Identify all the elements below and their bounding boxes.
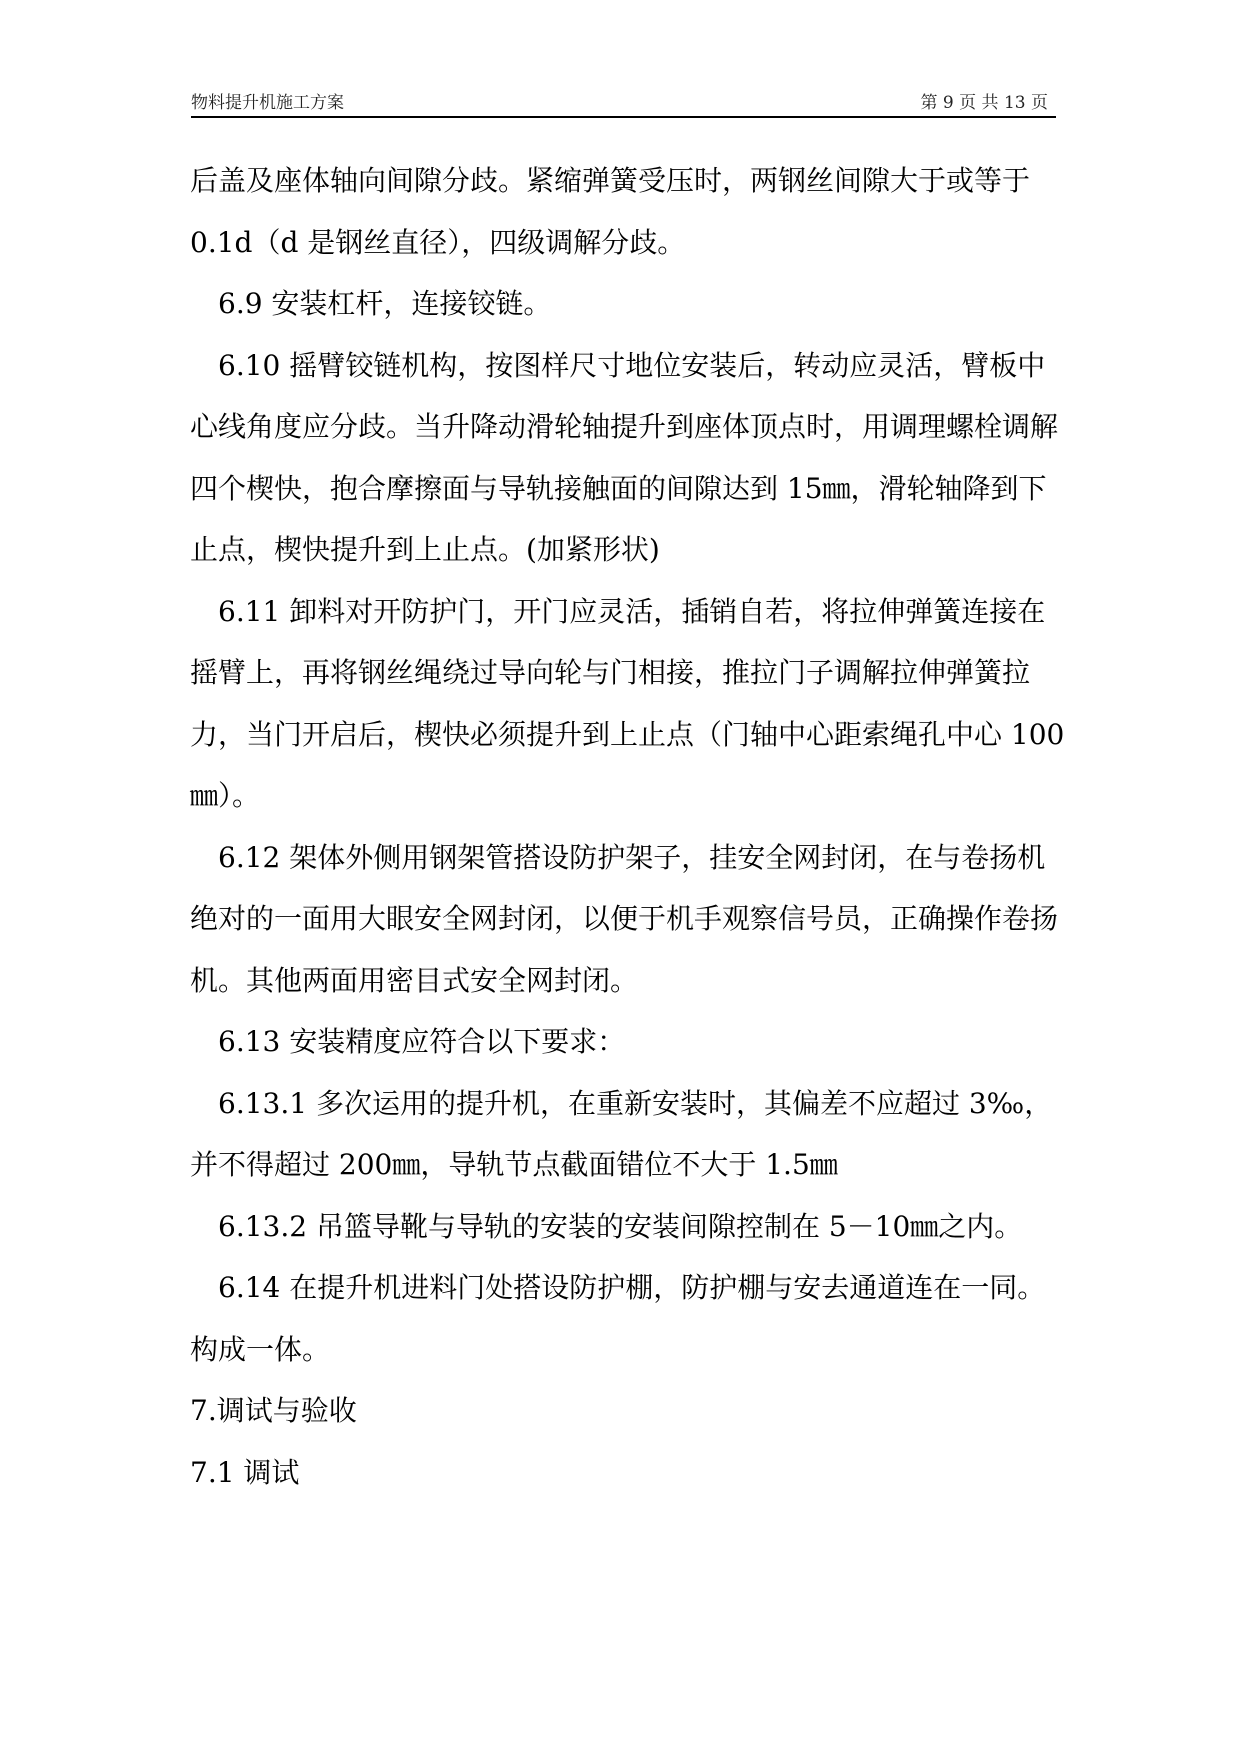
paragraph-6-14: 6.14 在提升机进料门处搭设防护棚，防护棚与安去通道连在一同。构成一体。 xyxy=(190,1271,1046,1366)
paragraph-6-13: 6.13 安装精度应符合以下要求： xyxy=(218,1025,626,1058)
paragraph-continuation: 后盖及座体轴向间隙分歧。紧缩弹簧受压时，两钢丝间隙大于或等于 0.1d（d 是钢丝直径），四级调解分歧。 xyxy=(190,164,1031,259)
page-header xyxy=(191,88,1056,118)
section-heading-7: 7.调试与验收 xyxy=(190,1394,357,1427)
page-number: 第 9 页 共 13 页 xyxy=(920,93,1048,113)
document-body xyxy=(190,150,1068,1503)
paragraph-6-9: 6.9 安装杠杆，连接铰链。 xyxy=(218,287,552,320)
document-title: 物料提升机施工方案 xyxy=(191,93,344,113)
paragraph-6-10: 6.10 摇臂铰链机构，按图样尺寸地位安装后，转动应灵活，臂板中心线角度应分歧。当升降动滑轮轴提升到座体顶点时，用调理螺栓调解四个楔快，抱合摩擦面与导轨接触面的间隙达到 15㎜，滑轮轴降到下止点，楔快提升到上止点。(加紧形状) xyxy=(190,348,1059,566)
header-divider xyxy=(191,116,1056,118)
paragraph-6-13-2: 6.13.2 吊篮导靴与导轨的安装的安装间隙控制在 5－10㎜之内。 xyxy=(218,1209,1023,1243)
paragraph-6-12: 6.12 架体外侧用钢架管搭设防护架子，挂安全网封闭，在与卷扬机绝对的一面用大眼安全网封闭，以便于机手观察信号员，正确操作卷扬机。其他两面用密目式安全网封闭。 xyxy=(190,840,1059,997)
paragraph-6-11: 6.11 卸料对开防护门，开门应灵活，插销自若，将拉伸弹簧连接在摇臂上，再将钢丝绳绕过导向轮与门相接，推拉门子调解拉伸弹簧拉力，当门开启后，楔快必须提升到上止点（门轴中心距索绳孔中心 100㎜）。 xyxy=(190,594,1065,812)
paragraph-6-13-1: 6.13.1 多次运用的提升机，在重新安装时，其偏差不应超过 3‰，并不得超过 200㎜，导轨节点截面错位不大于 1.5㎜ xyxy=(190,1086,1053,1181)
section-heading-7-1: 7.1 调试 xyxy=(190,1455,300,1489)
